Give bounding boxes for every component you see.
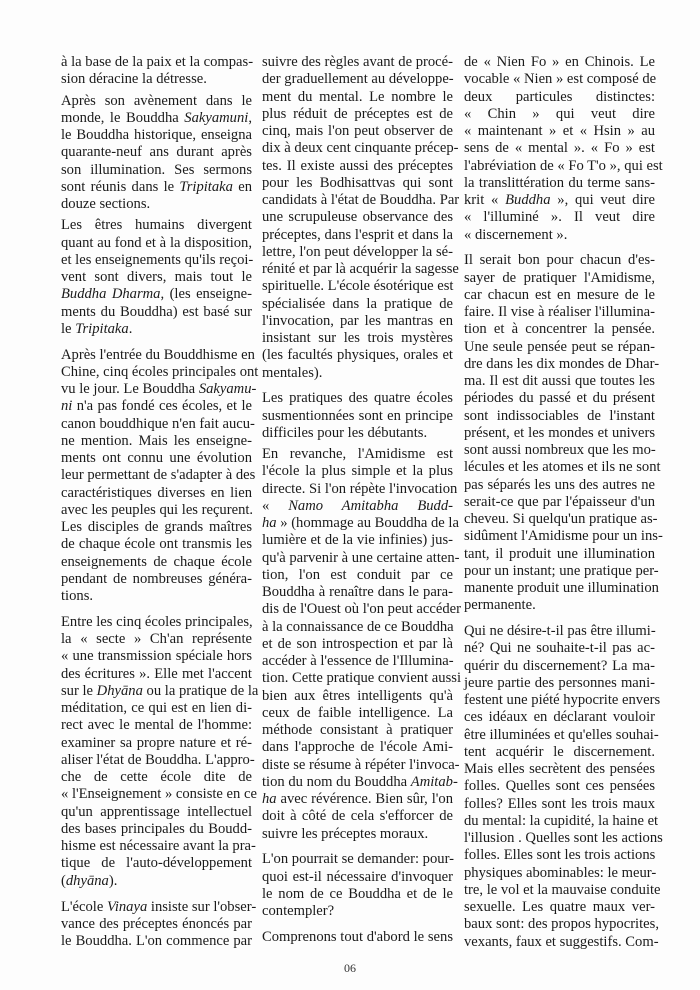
text-line: tre, le vol et la mauvaise conduite <box>464 881 661 898</box>
text-line: caractéristiques diverses en lien <box>61 484 252 501</box>
text-line: le Tripitaka. <box>61 320 133 337</box>
text-line: ha avec révérence. Bien sûr, l'on <box>262 791 453 808</box>
text-line: contempler? <box>262 903 335 920</box>
text-line: douze sections. <box>61 196 151 212</box>
paragraph-spacing <box>262 843 453 852</box>
text-line: insistant sur les trois mystères <box>262 330 453 346</box>
text-line: lumière et de la vie infinies) jus- <box>262 532 453 549</box>
text-line: pour un instant; une pratique per- <box>464 562 659 579</box>
text-line: Chine, cinq écoles principales ont <box>61 363 259 380</box>
text-line: quoi est-il nécessaire d'invoquer <box>262 868 453 885</box>
text-line: Les pratiques des quatre écoles <box>262 390 453 407</box>
text-line: che de cette école dite de <box>61 769 252 786</box>
text-column-1 <box>61 54 259 950</box>
text-line: Buddha Dharma, (les enseigne- <box>61 286 252 303</box>
text-line: cheveu. Si quelqu'un pratique as- <box>464 511 658 528</box>
text-line: (dhyāna). <box>61 872 118 889</box>
text-line: suivre des règles avant de procé- <box>262 54 453 70</box>
text-line: Après l'entrée du Bouddhisme en <box>61 346 255 363</box>
text-line: sont réunis dans le Tripitaka en <box>61 178 252 195</box>
text-line: folles. Elles sont les trois actions <box>464 847 656 864</box>
paragraph <box>61 217 252 338</box>
text-line: quérir du discernement? La ma- <box>464 657 655 674</box>
text-line: tions. <box>61 588 94 605</box>
text-line: krit « Buddha », qui veut dire <box>464 192 655 208</box>
text-line: tion. Cette pratique convient aussi <box>262 670 461 687</box>
text-line: sayer de pratiquer l'Amidisme, <box>464 269 655 286</box>
text-line: à la connaissance de ce Bouddha <box>262 618 454 635</box>
text-line: sont indissociables de l'instant <box>464 407 655 424</box>
text-line: dans l'approche de l'école Ami- <box>262 739 453 756</box>
paragraph <box>262 54 460 382</box>
text-line: manente produit une illumination <box>464 580 659 597</box>
text-line: (les facultés physiques, orales et <box>262 347 453 364</box>
page-number: 06 <box>344 961 356 975</box>
text-line: En revanche, l'Amidisme est <box>262 446 453 463</box>
paragraph <box>464 252 663 614</box>
text-line: « Namo Amitabha Budd- <box>262 497 453 514</box>
text-line: aliser l'état de Bouddha. L'appro- <box>61 751 255 768</box>
text-line: quarante-neuf ans durant après <box>61 144 252 161</box>
paragraph <box>61 346 259 606</box>
text-line: ments ont connu une évolution <box>61 450 252 467</box>
text-line: susmentionnées sont en principe <box>262 407 453 424</box>
text-line: accéder à l'essence de l'Illumina- <box>262 653 454 670</box>
text-line: et les enseignements qu'ils reçoi- <box>61 251 254 268</box>
text-line: qu'à parvenir à une certaine atten- <box>262 549 460 566</box>
text-line: tant, il produit une illumination <box>464 545 655 562</box>
paragraph <box>464 623 663 951</box>
text-line: folles? Elles sont les trois maux <box>464 795 655 812</box>
text-line: Mais elles secrètent des pensées <box>464 761 655 778</box>
text-line: à la base de la paix et la compas- <box>61 54 254 70</box>
text-line: « Chin » qui veut dire <box>464 105 655 122</box>
text-line: ma. Il est dit aussi que toutes les <box>464 373 655 390</box>
text-line: faire. Il vise à réaliser l'illumina- <box>464 304 655 321</box>
text-line: rénité et par là acquérir la sagesse <box>262 261 459 277</box>
paragraph-spacing <box>61 605 252 614</box>
text-line: Les êtres humains divergent <box>61 217 252 234</box>
paragraph <box>262 929 453 946</box>
text-line: périodes du passé et du présent <box>464 390 655 407</box>
text-line: plus réduit de préceptes est de <box>262 105 453 122</box>
text-line: tes. Il existe aussi des préceptes <box>262 157 453 174</box>
text-line: ceux de faible intelligence. La <box>262 704 453 721</box>
paragraph-spacing <box>61 338 252 347</box>
paragraph <box>61 54 252 89</box>
text-line: physiques abominables: le meur- <box>464 864 657 881</box>
paragraph <box>61 613 259 890</box>
text-line: être illuminées et qu'elles souhai- <box>464 726 659 743</box>
text-line: Comprenons tout d'abord le sens <box>262 929 453 946</box>
text-line: spirituelle. L'école ésotérique est <box>262 278 454 295</box>
text-line: tion et à concentrer la pensée. <box>464 321 655 338</box>
text-line: « l'Enseignement » consiste en ce <box>61 786 257 803</box>
text-line: l'invocation, par les mantras en <box>262 312 453 329</box>
text-line: L'école Vinaya insiste sur l'obser- <box>61 898 257 915</box>
text-line: vance des préceptes énoncés par <box>61 915 252 932</box>
text-line: directe. Si l'on répète l'invocation <box>262 480 458 497</box>
text-line: examiner sa propre nature et ré- <box>61 734 252 751</box>
text-line: Qui ne désire-t-il pas être illumi- <box>464 623 656 640</box>
text-line: sexuelle. Les quatre maux ver- <box>464 899 655 916</box>
text-line: L'on pourrait se demander: pour- <box>262 851 454 868</box>
text-line: bien aux êtres intelligents qu'à <box>262 687 453 704</box>
text-line: ne mention. Mais les enseigne- <box>61 432 252 449</box>
text-line: présent, et les mondes et univers <box>464 424 655 441</box>
text-line: tent acquérir le discernement. <box>464 743 655 760</box>
text-line: qu'un apprentissage intellectuel <box>61 803 252 820</box>
text-line: Bouddha à renaître dans le para- <box>262 584 453 601</box>
text-line: préceptes, dans l'esprit et dans la <box>262 226 453 243</box>
text-line: ces idéaux en déclarant vouloir <box>464 709 655 726</box>
text-line: vocable « Nien » est composé de <box>464 71 657 88</box>
text-line: serait-ce que par l'épaisseur d'un <box>464 493 655 510</box>
text-line: jeure partie des personnes mani- <box>464 674 655 691</box>
text-line: candidats à l'état de Bouddha. Par <box>262 192 460 208</box>
text-line: l'illusion . Quelles sont les actions <box>464 830 663 847</box>
text-line: né? Qui ne souhaite-t-il pas ac- <box>464 640 655 657</box>
text-line: difficiles pour les débutants. <box>262 424 428 441</box>
text-line: « discernement ». <box>464 226 568 243</box>
text-line: car chacun est en mesure de le <box>464 286 655 303</box>
paragraph <box>61 93 252 214</box>
text-line: Entre les cinq écoles principales, <box>61 613 253 630</box>
text-line: sens de « mental ». « Fo » est <box>464 140 655 157</box>
text-line: méthode consistant à pratiquer <box>262 722 453 739</box>
text-line: lécules et les atomes et ils ne sont <box>464 459 661 476</box>
paragraph-spacing <box>262 920 453 929</box>
text-line: une scrupuleuse observance des <box>262 209 453 226</box>
text-line: festent une piété hypocrite envers <box>464 692 661 709</box>
text-line: la « secte » Ch'an représente <box>61 631 252 648</box>
text-line: quant au fond et à la disposition, <box>61 234 252 251</box>
text-line: mentales). <box>262 364 323 381</box>
text-line: l'école la plus simple et la plus <box>262 463 453 480</box>
paragraph <box>464 54 663 244</box>
text-line: le nom de ce Bouddha et de le <box>262 885 453 902</box>
text-line: Après son avènement dans le <box>61 92 252 109</box>
text-line: sidûment l'Amidisme pour un ins- <box>464 528 663 545</box>
text-line: monde, le Bouddha Sakyamuni, <box>61 109 252 126</box>
text-line: dis de l'Ouest où l'on peut accéder <box>262 601 461 618</box>
text-line: ment du mental. Le nombre le <box>262 88 453 105</box>
text-line: leur permettant de s'adapter à des <box>61 467 256 484</box>
text-line: tique de l'auto-développement <box>61 855 252 872</box>
text-line: sur le Dhyāna ou la pratique de la <box>61 682 259 699</box>
text-line: la translittération du terme sans- <box>464 174 655 191</box>
text-line: deux particules distinctes: <box>464 88 655 105</box>
text-line: sion déracine la détresse. <box>61 71 207 88</box>
text-line: diste se résume à répéter l'invoca- <box>262 756 460 773</box>
paragraph <box>61 898 257 951</box>
text-line: spécialisée dans la pratique de <box>262 295 453 312</box>
text-line: Il serait bon pour chacun d'es- <box>464 252 655 269</box>
text-line: vu le jour. Le Bouddha Sakyamu- <box>61 381 257 398</box>
text-line: hisme est nécessaire avant la pra- <box>61 838 256 855</box>
text-line: des écritures ». Elle met l'accent <box>61 665 252 682</box>
text-line: baux sont: des propos hypocrites, <box>464 916 659 933</box>
paragraph <box>262 446 461 843</box>
text-line: son illumination. Ses sermons <box>61 161 252 178</box>
paragraph-spacing <box>464 244 655 253</box>
text-line: lettre, l'on peut développer la sé- <box>262 243 453 260</box>
paragraph <box>262 851 453 920</box>
text-line: ha » (hommage au Bouddha de la <box>262 515 459 532</box>
text-line: et de son introspection et par là <box>262 635 453 652</box>
text-line: ni n'a pas fondé ces écoles, et le <box>61 398 252 415</box>
text-line: tion, l'on est conduit par ce <box>262 566 453 583</box>
text-line: ments du Bouddha) est basé sur <box>61 303 252 320</box>
text-column-2 <box>262 54 461 946</box>
paragraph-spacing <box>262 382 453 391</box>
text-line: pas séparés les uns des autres ne <box>464 476 655 493</box>
text-line: permanente. <box>464 597 536 614</box>
text-line: sont aussi nombreux que les mo- <box>464 442 656 459</box>
text-line: folles. Quelles sont ces pensées <box>464 778 655 795</box>
text-line: de « Nien Fo » en Chinois. Le <box>464 54 655 70</box>
text-line: méditation, ce qui est en lien di- <box>61 700 252 717</box>
text-line: pour les Bodhisattvas qui sont <box>262 174 453 191</box>
text-line: avec les peuples qui les reçurent. <box>61 501 254 518</box>
paragraph <box>262 390 453 442</box>
text-line: Une seule pensée peut se répan- <box>464 338 655 355</box>
text-column-3 <box>464 54 663 951</box>
text-line: « maintenant » et « Hsin » au <box>464 123 655 139</box>
text-line: de chaque école ont transmis les <box>61 536 252 553</box>
text-line: suivre les préceptes moraux. <box>262 825 429 842</box>
text-line: vent sont divers, mais tout le <box>61 269 252 285</box>
text-line: cinq, mais l'on peut observer de <box>262 123 453 139</box>
text-line: « l'illuminé ». Il veut dire <box>464 209 655 226</box>
text-line: Les disciples de grands maîtres <box>61 519 252 536</box>
text-line: du mental: la cupidité, la haine et <box>464 812 659 829</box>
text-line: vexants, faux et suggestifs. Com- <box>464 933 659 950</box>
text-line: pendant de nombreuses généra- <box>61 570 252 587</box>
text-line: canon bouddhique n'en fait aucu- <box>61 415 255 432</box>
text-line: rect avec le mental de l'homme: <box>61 717 252 734</box>
text-line: des bases principales du Boudd- <box>61 820 252 837</box>
text-line: doit à côté de cela s'efforcer de <box>262 808 453 825</box>
text-line: dre dans les dix mondes de Dhar- <box>464 355 660 372</box>
text-line: le Bouddha. L'on commence par <box>61 933 252 950</box>
text-line: tion du nom du Bouddha Amitab- <box>262 773 458 790</box>
paragraph-spacing <box>61 890 252 899</box>
text-line: « une transmission spéciale hors <box>61 648 252 665</box>
text-line: der graduellement au développe- <box>262 71 454 88</box>
text-line: dix à deux cent cinquante précep- <box>262 140 459 157</box>
text-line: l'abréviation de « Fo T'o », qui est <box>464 157 663 174</box>
paragraph-spacing <box>464 615 655 624</box>
text-line: le Bouddha historique, enseigna <box>61 127 252 143</box>
text-line: enseignements de chaque école <box>61 553 252 570</box>
